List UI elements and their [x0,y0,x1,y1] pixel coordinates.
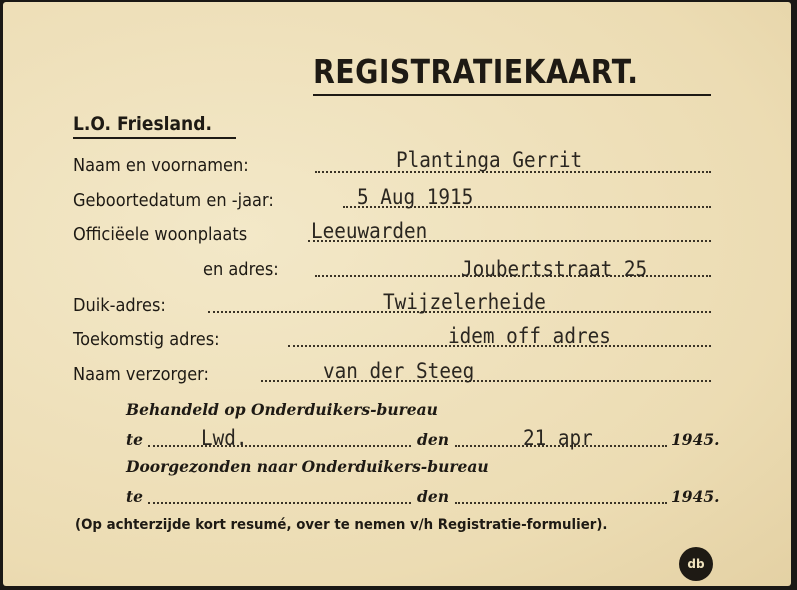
doorgezonden-te-label: te [126,487,144,506]
footer-note: (Op achterzijde kort resumé, over te nemen v/h Registratie-formulier). [75,517,608,533]
behandeld-den-value: 21 apr [523,426,593,450]
doorgezonden-year: 1945. [671,487,720,506]
naam-label: Naam en voornamen: [73,155,249,176]
geboortedatum-label: Geboortedatum en -jaar: [73,190,274,211]
toekomstig-adres-value: idem off adres [448,324,611,348]
duik-adres-value: Twijzelerheide [383,290,546,314]
doorgezonden-den-line [455,502,667,504]
organization-underline [73,137,236,139]
behandeld-year: 1945. [671,430,720,449]
geboortedatum-value: 5 Aug 1915 [357,185,474,209]
behandeld-te-value: Lwd. [201,426,248,450]
woonplaats-value: Leeuwarden [311,219,428,243]
registration-card [3,2,791,586]
logo-text: db [687,557,705,571]
behandeld-te-line [148,445,411,447]
verzorger-value: van der Steeg [323,359,475,383]
doorgezonden-den-label: den [417,487,449,506]
title-underline [313,94,711,96]
doorgezonden-te-line [148,502,411,504]
card-title: REGISTRATIEKAART. [313,52,639,91]
printer-logo [679,547,713,581]
naam-value: Plantinga Gerrit [396,148,583,172]
duik-adres-label: Duik-adres: [73,295,166,316]
behandeld-den-label: den [417,430,449,449]
adres-label: en adres: [203,259,279,280]
behandeld-heading: Behandeld op Onderduikers-bureau [126,400,438,419]
behandeld-te-label: te [126,430,144,449]
toekomstig-adres-label: Toekomstig adres: [73,329,220,350]
adres-value: Joubertstraat 25 [461,257,648,281]
verzorger-label: Naam verzorger: [73,364,209,385]
doorgezonden-heading: Doorgezonden naar Onderduikers-bureau [126,457,489,476]
organization-name: L.O. Friesland. [73,113,212,135]
woonplaats-label: Officiëele woonplaats [73,224,248,245]
